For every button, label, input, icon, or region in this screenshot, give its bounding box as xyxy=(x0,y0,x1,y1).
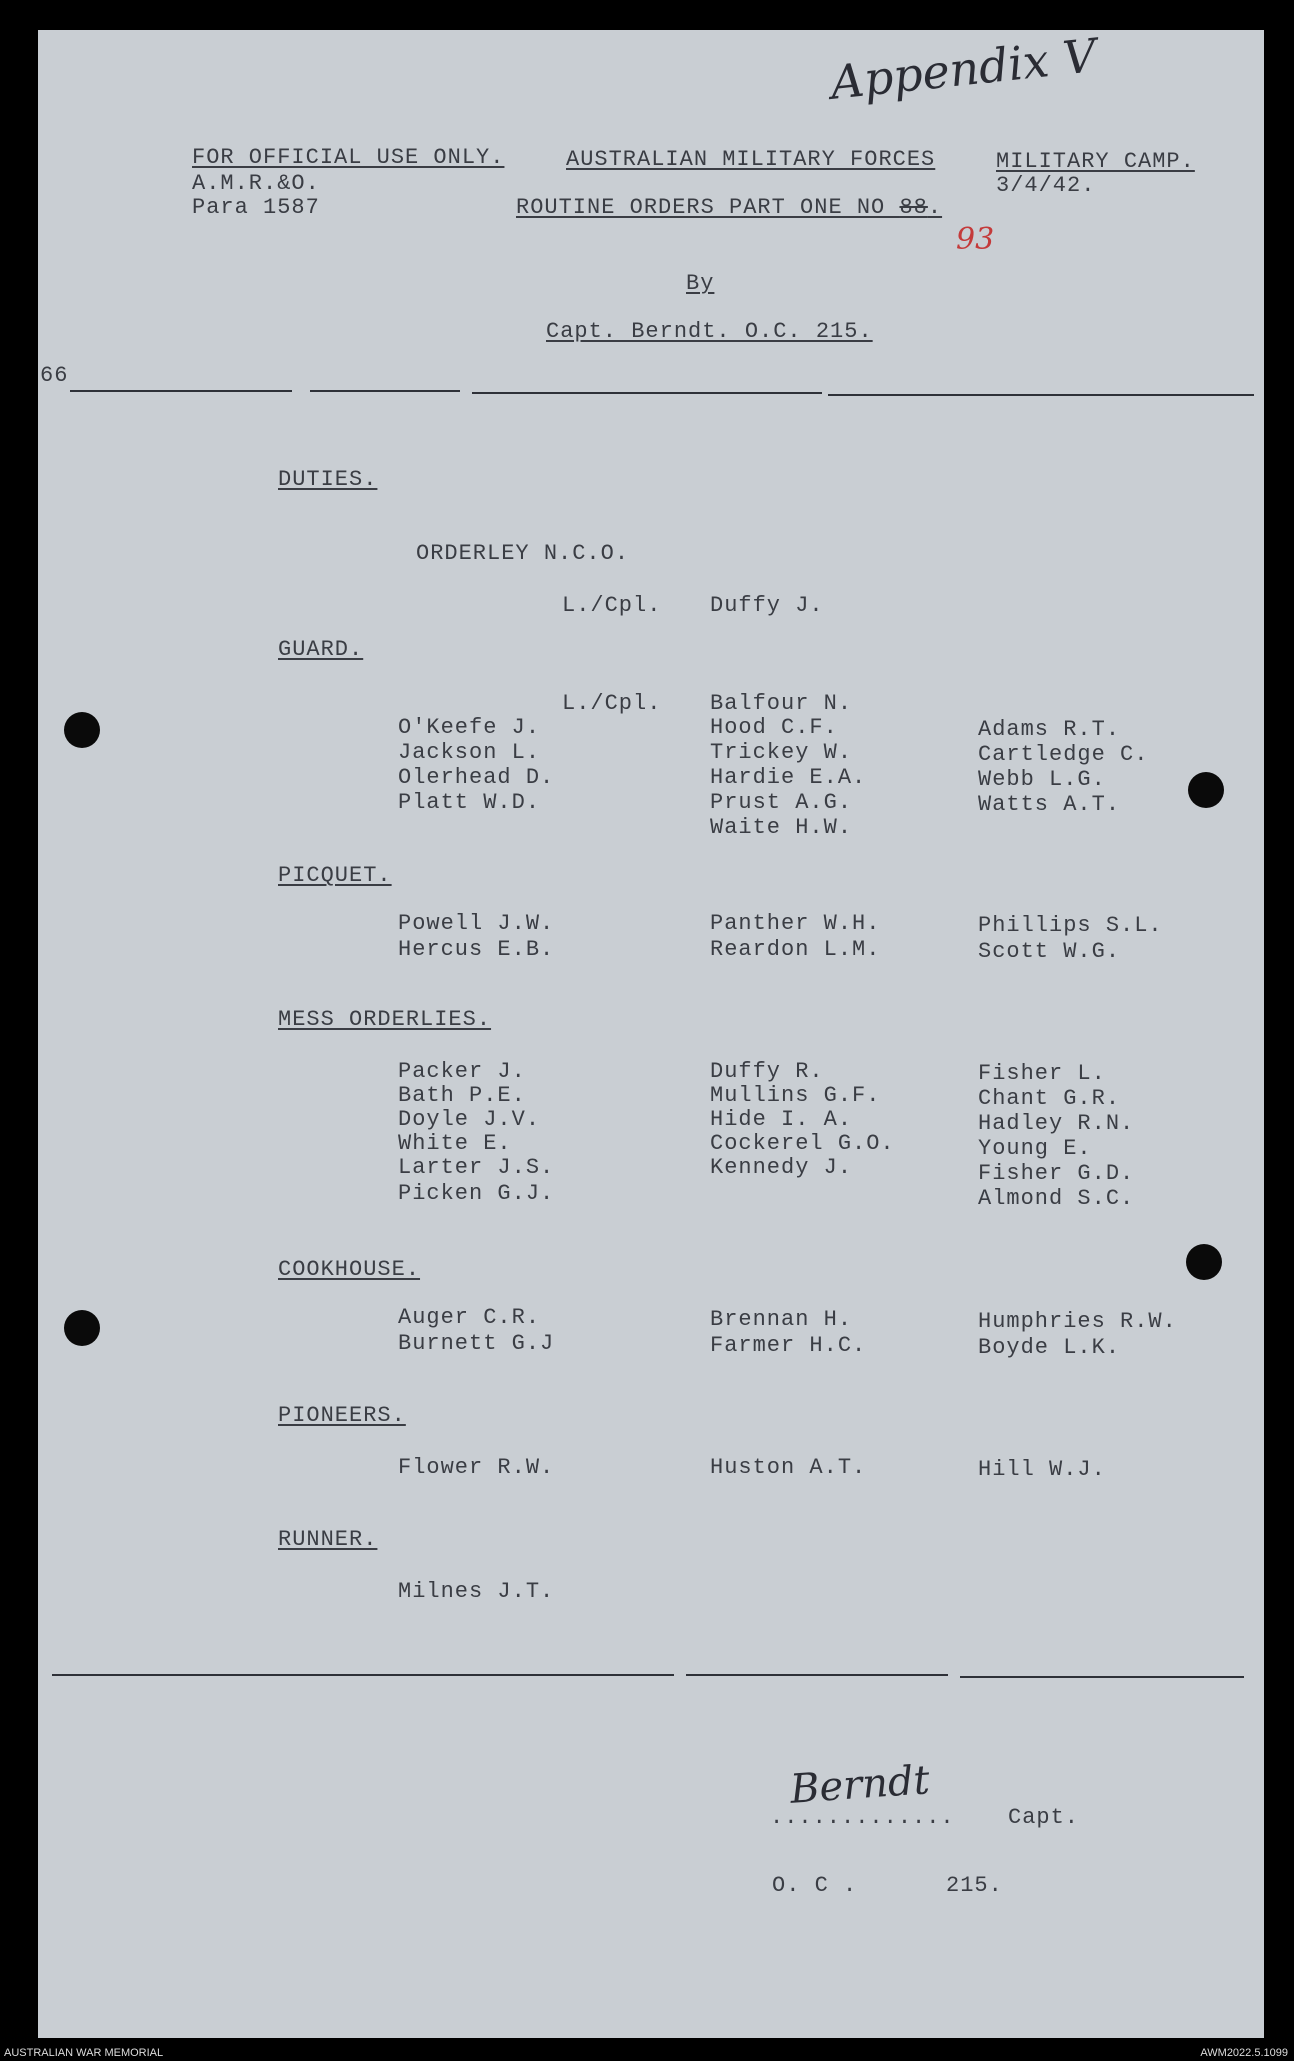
mess-col2-name: Hide I. A. xyxy=(710,1107,853,1132)
picquet-col1-name: Hercus E.B. xyxy=(398,937,555,962)
orders-number: 88 xyxy=(899,195,928,220)
organisation-heading: AUSTRALIAN MILITARY FORCES xyxy=(566,147,936,172)
guard-col3-name: Webb L.G. xyxy=(978,767,1106,792)
reference-line-2: Para 1587 xyxy=(192,195,320,220)
guard-rank: L./Cpl. xyxy=(562,691,662,716)
guard-col3-name: Cartledge C. xyxy=(978,742,1149,767)
guard-col2-name: Prust A.G. xyxy=(710,790,853,815)
orders-title-prefix: ROUTINE ORDERS PART ONE NO xyxy=(516,195,900,220)
mess-col1-name: Bath P.E. xyxy=(398,1083,526,1108)
guard-col1-name: O'Keefe J. xyxy=(398,715,541,740)
mess-col3-name: Fisher G.D. xyxy=(978,1161,1135,1186)
pioneers-heading: PIONEERS. xyxy=(278,1403,406,1428)
orderley-nco-label: ORDERLEY N.C.O. xyxy=(416,541,630,566)
pioneers-col3-name: Hill W.J. xyxy=(978,1457,1106,1482)
divider xyxy=(686,1674,948,1676)
guard-col2-name: Balfour N. xyxy=(710,691,853,716)
mess-col1-name: White E. xyxy=(398,1131,512,1156)
guard-col2-name: Waite H.W. xyxy=(710,815,853,840)
cookhouse-col3-name: Boyde L.K. xyxy=(978,1335,1121,1360)
picquet-col2-name: Panther W.H. xyxy=(710,911,881,936)
runner-col1-name: Milnes J.T. xyxy=(398,1579,555,1604)
guard-col3-name: Adams R.T. xyxy=(978,717,1121,742)
picquet-heading: PICQUET. xyxy=(278,863,392,888)
guard-col2-name: Trickey W. xyxy=(710,740,853,765)
duty-name: Duffy J. xyxy=(710,593,824,618)
guard-heading: GUARD. xyxy=(278,637,364,662)
cookhouse-col2-name: Brennan H. xyxy=(710,1307,853,1332)
official-use-label: FOR OFFICIAL USE ONLY. xyxy=(192,145,505,170)
mess-col2-name: Cockerel G.O. xyxy=(710,1131,895,1156)
mess-col1-name: Packer J. xyxy=(398,1059,526,1084)
pioneers-col2-name: Huston A.T. xyxy=(710,1455,867,1480)
duties-heading: DUTIES. xyxy=(278,467,378,492)
mess-col3-name: Almond S.C. xyxy=(978,1186,1135,1211)
cookhouse-col2-name: Farmer H.C. xyxy=(710,1333,867,1358)
mess-col3-name: Fisher L. xyxy=(978,1061,1106,1086)
appendix-annotation: Appendix V xyxy=(827,28,1099,110)
guard-col1-name: Jackson L. xyxy=(398,740,541,765)
mess-col2-name: Kennedy J. xyxy=(710,1155,853,1180)
officer-line: Capt. Berndt. O.C. 215. xyxy=(546,319,873,344)
divider xyxy=(52,1674,674,1676)
signature-rank: Capt. xyxy=(1008,1805,1080,1830)
duty-rank: L./Cpl. xyxy=(562,593,662,618)
guard-col1-name: Platt W.D. xyxy=(398,790,541,815)
signature-dots: ............. xyxy=(770,1805,955,1830)
mess-orderlies-heading: MESS ORDERLIES. xyxy=(278,1007,492,1032)
punch-hole xyxy=(1186,1244,1222,1280)
mess-col2-name: Mullins G.F. xyxy=(710,1083,881,1108)
mess-col1-name: Picken G.J. xyxy=(398,1181,555,1206)
mess-col3-name: Young E. xyxy=(978,1136,1092,1161)
reference-line-1: A.M.R.&O. xyxy=(192,171,320,196)
place-heading: MILITARY CAMP. xyxy=(996,149,1195,174)
pioneers-col1-name: Flower R.W. xyxy=(398,1455,555,1480)
picquet-col3-name: Scott W.G. xyxy=(978,939,1121,964)
runner-heading: RUNNER. xyxy=(278,1527,378,1552)
cookhouse-col3-name: Humphries R.W. xyxy=(978,1309,1177,1334)
punch-hole xyxy=(64,1310,100,1346)
by-label: By xyxy=(686,271,715,296)
mess-col2-name: Duffy R. xyxy=(710,1059,824,1084)
mess-col3-name: Chant G.R. xyxy=(978,1086,1121,1111)
cookhouse-col1-name: Burnett G.J xyxy=(398,1331,555,1356)
unit-number: 215. xyxy=(946,1873,1003,1898)
divider xyxy=(828,394,1254,396)
oc-label: O. C . xyxy=(772,1873,858,1898)
handwritten-order-number: 93 xyxy=(956,222,995,257)
mess-col3-name: Hadley R.N. xyxy=(978,1111,1135,1136)
order-date: 3/4/42. xyxy=(996,173,1096,198)
guard-col3-name: Watts A.T. xyxy=(978,792,1121,817)
punch-hole xyxy=(1188,772,1224,808)
picquet-col3-name: Phillips S.L. xyxy=(978,913,1163,938)
cookhouse-col1-name: Auger C.R. xyxy=(398,1305,541,1330)
signature: Berndt xyxy=(788,1757,932,1813)
divider xyxy=(472,392,822,394)
footer-right: AWM2022.5.1099 xyxy=(1200,2047,1288,2059)
picquet-col1-name: Powell J.W. xyxy=(398,911,555,936)
guard-col2-name: Hood C.F. xyxy=(710,715,838,740)
page-number: 66 xyxy=(40,363,69,388)
picquet-col2-name: Reardon L.M. xyxy=(710,937,881,962)
guard-col2-name: Hardie E.A. xyxy=(710,765,867,790)
divider xyxy=(310,390,460,392)
orders-title: ROUTINE ORDERS PART ONE NO 88. xyxy=(516,195,943,220)
divider xyxy=(960,1676,1244,1678)
mess-col1-name: Larter J.S. xyxy=(398,1155,555,1180)
divider xyxy=(70,390,292,392)
guard-col1-name: Olerhead D. xyxy=(398,765,555,790)
punch-hole xyxy=(64,712,100,748)
cookhouse-heading: COOKHOUSE. xyxy=(278,1257,421,1282)
mess-col1-name: Doyle J.V. xyxy=(398,1107,541,1132)
footer-left: AUSTRALIAN WAR MEMORIAL xyxy=(4,2047,164,2059)
